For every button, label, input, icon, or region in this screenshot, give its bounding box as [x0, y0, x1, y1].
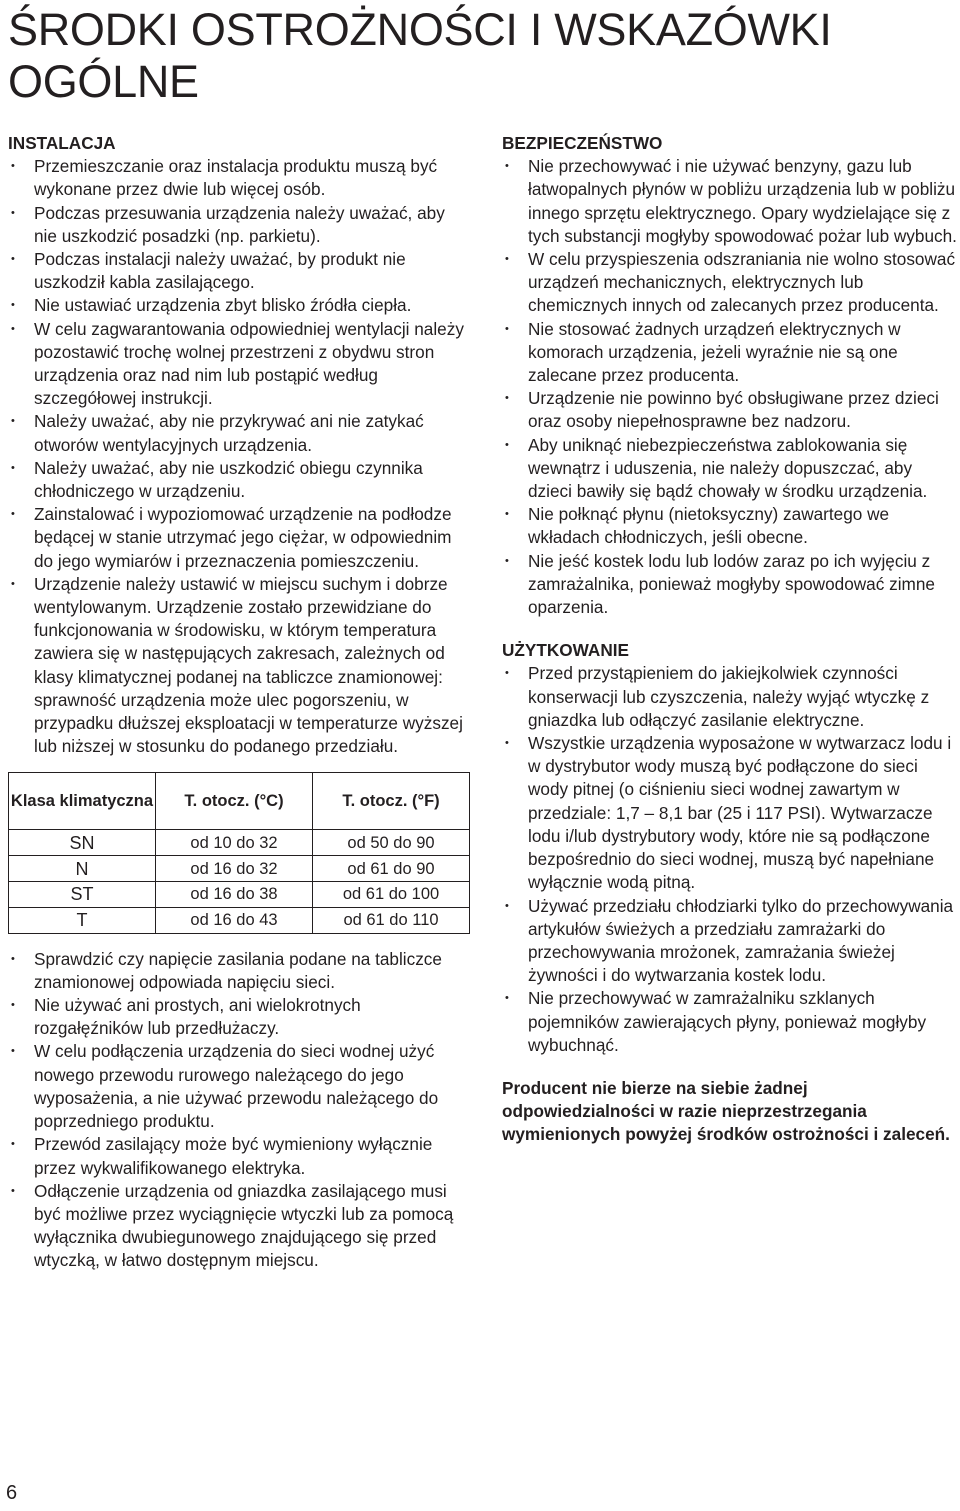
right-column	[502, 132, 960, 1147]
table-cell: od 16 do 32	[156, 856, 313, 882]
table-cell: od 50 do 90	[313, 830, 470, 856]
usage-heading: UŻYTKOWANIE	[502, 640, 629, 661]
installation-list-continued	[8, 948, 470, 1273]
list-item: • Należy uważać, aby nie przykrywać ani nie zatykać otworów wentylacyjnych urządzenia.	[8, 410, 470, 456]
page-number: 6	[6, 1482, 18, 1504]
list-item: • Podczas przesuwania urządzenia należy uważać, aby nie uszkodzić posadzki (np. parkietu).	[8, 202, 470, 248]
list-item: • Nie ustawiać urządzenia zbyt blisko źródła ciepła.	[8, 294, 470, 317]
safety-heading: BEZPIECZEŃSTWO	[502, 133, 663, 153]
list-item: • Urządzenie należy ustawić w miejscu suchym i dobrze wentylowanym. Urządzenie zostało przewidziane do funkcjonowania w środowisku, w którym temperatura zawiera się w następujących zakresach, zależnych od klasy klimatycznej podanej na tabliczce znamionowej: sprawność urządzenia może ulec pogorszeniu, w przypadku dłuższej eksploatacji w temperaturze wyższej lub niższej w stosunku do podanego przedziału.	[8, 573, 470, 759]
list-item: • Przewód zasilający może być wymieniony wyłącznie przez wykwalifikowanego elektryka.	[8, 1133, 470, 1179]
list-item: • Odłączenie urządzenia od gniazdka zasilającego musi być możliwe przez wyciągnięcie wtyczki lub za pomocą wyłącznika dwubiegunowego znajdującego się przed wtyczką, w łatwo dostępnym miejscu.	[8, 1180, 470, 1273]
safety-list	[502, 155, 960, 619]
list-item: • W celu podłączenia urządzenia do sieci wodnej użyć nowego przewodu rurowego należącego do jego wyposażenia, a nie używać przewodu należącego do poprzedniego produktu.	[8, 1040, 470, 1133]
list-item: • Podczas instalacji należy uważać, by produkt nie uszkodził kabla zasilającego.	[8, 248, 470, 294]
list-item: • Nie jeść kostek lodu lub lodów zaraz po ich wyjęciu z zamrażalnika, ponieważ mogłyby spowodować zimne oparzenia.	[502, 550, 960, 620]
list-item: • Przed przystąpieniem do jakiejkolwiek czynności konserwacji lub czyszczenia, należy wyjąć wtyczkę z gniazdka lub odłączyć zasilanie elektryczne.	[502, 662, 960, 732]
table-header-row	[9, 773, 470, 830]
table-row	[9, 882, 470, 908]
list-item: • Nie połknąć płynu (nietoksyczny) zawartego we wkładach chłodniczych, jeśli obecne.	[502, 503, 960, 549]
table-cell: od 61 do 110	[313, 907, 470, 933]
left-column	[8, 132, 470, 1273]
table-cell: SN	[9, 830, 156, 856]
page-title: ŚRODKI OSTROŻNOŚCI I WSKAZÓWKI OGÓLNE	[8, 4, 832, 107]
table-row	[9, 907, 470, 933]
climate-class-table	[8, 772, 470, 933]
list-item: • Nie używać ani prostych, ani wielokrotnych rozgałęźników lub przedłużaczy.	[8, 994, 470, 1040]
closing-statement: Producent nie bierze na siebie żadnej odpowiedzialności w razie nieprzestrzegania wymienionych powyżej środków ostrożności i zaleceń.	[502, 1077, 950, 1145]
table-row	[9, 830, 470, 856]
list-item: • Sprawdzić czy napięcie zasilania podane na tabliczce znamionowej odpowiada napięciu sieci.	[8, 948, 470, 994]
list-item: • Urządzenie nie powinno być obsługiwane przez dzieci oraz osoby niepełnosprawne bez nadzoru.	[502, 387, 960, 433]
list-item: • Zainstalować i wypoziomować urządzenie na podłodze będącej w stanie utrzymać jego ciężar, w odpowiednim do jego wymiarów i przeznaczenia pomieszczeniu.	[8, 503, 470, 573]
table-cell: od 61 do 100	[313, 882, 470, 908]
table-row	[9, 856, 470, 882]
table-header-cell: T. otocz. (°C)	[156, 773, 313, 830]
usage-list	[502, 662, 960, 1056]
table-cell: od 10 do 32	[156, 830, 313, 856]
table-cell: N	[9, 856, 156, 882]
table-cell: od 16 do 43	[156, 907, 313, 933]
installation-heading: INSTALACJA	[8, 133, 116, 153]
list-item: • Nie przechowywać w zamrażalniku szklanych pojemników zawierających płyny, ponieważ mogłyby wybuchnąć.	[502, 987, 960, 1057]
table-cell: od 16 do 38	[156, 882, 313, 908]
table-cell: T	[9, 907, 156, 933]
list-item: • Wszystkie urządzenia wyposażone w wytwarzacz lodu i w dystrybutor wody muszą być podłączone do sieci wody pitnej (o ciśnieniu sieci wodnej zawartym w przedziale: 1,7 – 8,1 bar (25 i 117 PSI). Wytwarzacze lodu i/lub dystrybutory wody, które nie są podłączone bezpośrednio do sieci wodnej, muszą być napełniane wyłącznie wodą pitną.	[502, 732, 960, 894]
table-header-cell: Klasa klimatyczna	[9, 773, 156, 830]
list-item: • Aby uniknąć niebezpieczeństwa zablokowania się wewnątrz i uduszenia, nie należy dopuszczać, aby dzieci bawiły się bądź chowały w środku urządzenia.	[502, 434, 960, 504]
list-item: • Przemieszczanie oraz instalacja produktu muszą być wykonane przez dwie lub więcej osób.	[8, 155, 470, 201]
list-item: • W celu zagwarantowania odpowiedniej wentylacji należy pozostawić trochę wolnej przestrzeni z obydwu stron urządzenia oraz nad nim lub postąpić według szczegółowej instrukcji.	[8, 318, 470, 411]
table-cell: ST	[9, 882, 156, 908]
table-header-cell: T. otocz. (°F)	[313, 773, 470, 830]
list-item: • W celu przyspieszenia odszraniania nie wolno stosować urządzeń mechanicznych, elektrycznych lub chemicznych innych od zalecanych przez producenta.	[502, 248, 960, 318]
list-item: • Nie przechowywać i nie używać benzyny, gazu lub łatwopalnych płynów w pobliżu urządzenia lub w pobliżu innego sprzętu elektrycznego. Opary wydzielające się z tych substancji mogłyby spowodować pożar lub wybuch.	[502, 155, 960, 248]
installation-list	[8, 155, 470, 758]
list-item: • Używać przedziału chłodziarki tylko do przechowywania artykułów świeżych a przedziału zamrażarki do przechowywania mrożonek, zamrażania świeżej żywności i do wytwarzania kostek lodu.	[502, 895, 960, 988]
list-item: • Nie stosować żadnych urządzeń elektrycznych w komorach urządzenia, jeżeli wyraźnie nie są one zalecane przez producenta.	[502, 318, 960, 388]
table-cell: od 61 do 90	[313, 856, 470, 882]
list-item: • Należy uważać, aby nie uszkodzić obiegu czynnika chłodniczego w urządzeniu.	[8, 457, 470, 503]
